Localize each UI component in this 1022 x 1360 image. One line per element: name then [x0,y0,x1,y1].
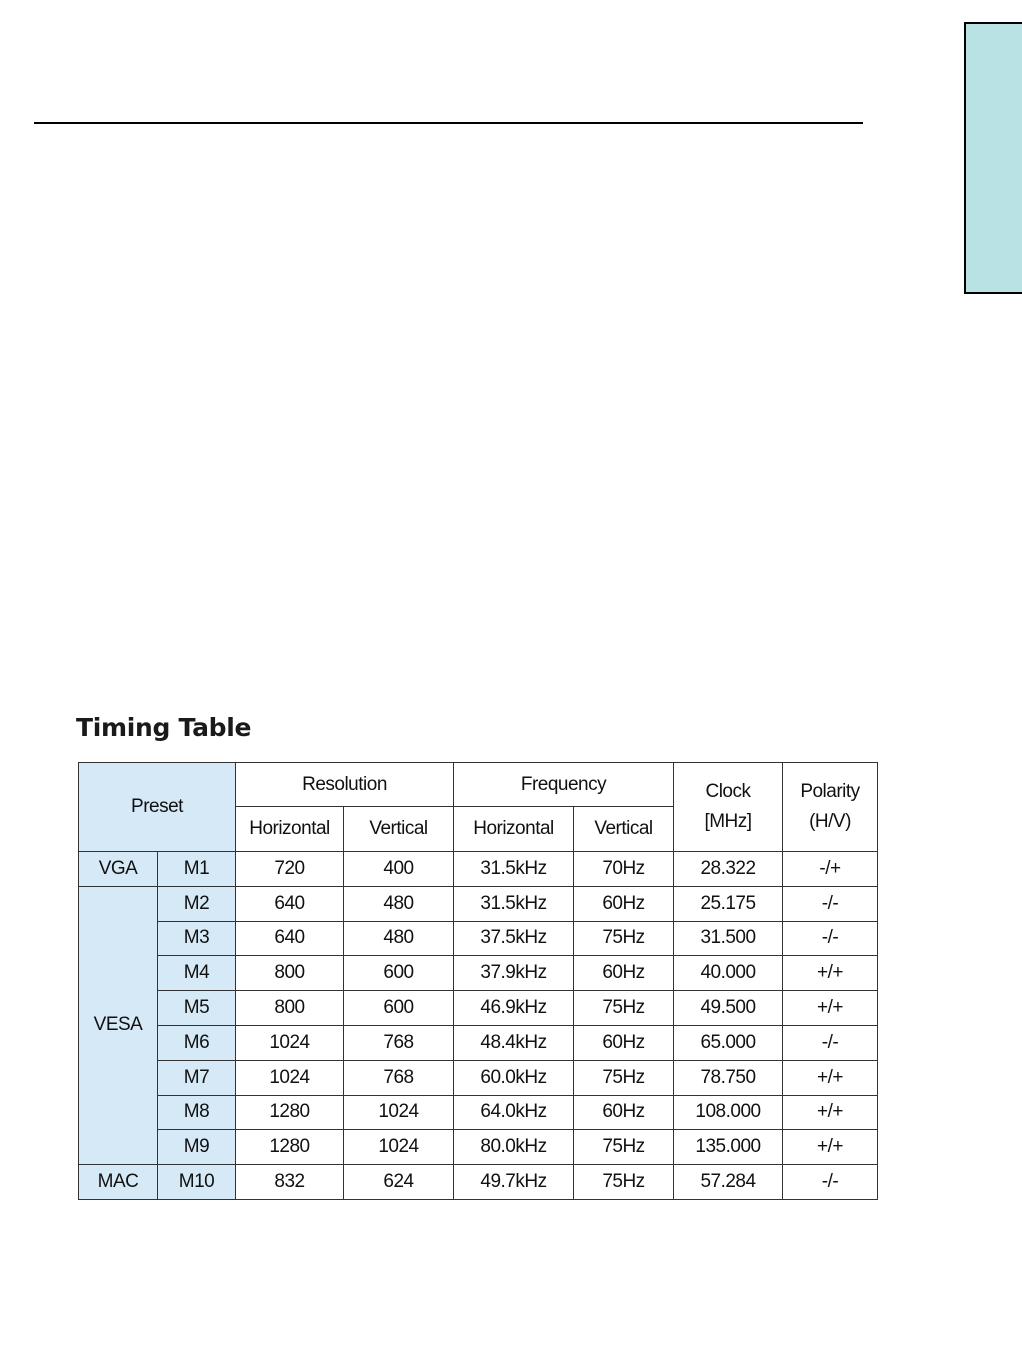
freq-v-cell: 75Hz [574,1165,674,1200]
table-row [79,921,878,956]
table-row [79,1025,878,1060]
res-h-cell: 1280 [236,1095,344,1130]
res-v-cell: 600 [344,991,454,1026]
freq-h-cell: 37.9kHz [454,956,574,991]
res-v-cell: 600 [344,956,454,991]
polarity-cell: -/- [783,1025,878,1060]
header-resolution: Resolution [236,763,454,807]
table-row [79,1130,878,1165]
freq-v-cell: 60Hz [574,886,674,921]
polarity-cell: +/+ [783,1060,878,1095]
mode-cell: M9 [158,1130,236,1165]
header-rule [34,122,863,124]
clock-cell: 78.750 [674,1060,783,1095]
mode-cell: M5 [158,991,236,1026]
mode-cell: M2 [158,886,236,921]
res-h-cell: 1024 [236,1025,344,1060]
header-preset: Preset [79,763,236,852]
mode-cell: M4 [158,956,236,991]
res-v-cell: 1024 [344,1095,454,1130]
header-clock-line1: Clock [705,781,751,802]
freq-v-cell: 70Hz [574,852,674,887]
mode-cell: M8 [158,1095,236,1130]
freq-h-cell: 37.5kHz [454,921,574,956]
freq-h-cell: 46.9kHz [454,991,574,1026]
freq-h-cell: 80.0kHz [454,1130,574,1165]
clock-cell: 49.500 [674,991,783,1026]
freq-v-cell: 60Hz [574,1025,674,1060]
polarity-cell: +/+ [783,991,878,1026]
freq-v-cell: 75Hz [574,1130,674,1165]
res-h-cell: 720 [236,852,344,887]
polarity-cell: -/- [783,1165,878,1200]
header-frequency: Frequency [454,763,674,807]
mode-cell: M6 [158,1025,236,1060]
header-clock [674,763,783,852]
res-v-cell: 624 [344,1165,454,1200]
freq-v-cell: 60Hz [574,956,674,991]
table-row [79,991,878,1026]
clock-cell: 135.000 [674,1130,783,1165]
mode-cell: M7 [158,1060,236,1095]
res-h-cell: 800 [236,991,344,1026]
res-h-cell: 832 [236,1165,344,1200]
freq-h-cell: 49.7kHz [454,1165,574,1200]
freq-v-cell: 60Hz [574,1095,674,1130]
res-h-cell: 800 [236,956,344,991]
clock-cell: 108.000 [674,1095,783,1130]
header-res-horizontal: Horizontal [236,807,344,852]
polarity-cell: -/- [783,921,878,956]
polarity-cell: +/+ [783,1130,878,1165]
freq-h-cell: 31.5kHz [454,886,574,921]
clock-cell: 25.175 [674,886,783,921]
clock-cell: 31.500 [674,921,783,956]
header-freq-vertical: Vertical [574,807,674,852]
table-row [79,956,878,991]
res-h-cell: 640 [236,921,344,956]
mode-cell: M1 [158,852,236,887]
freq-v-cell: 75Hz [574,991,674,1026]
group-mac: MAC [79,1165,158,1200]
freq-h-cell: 31.5kHz [454,852,574,887]
res-v-cell: 768 [344,1025,454,1060]
group-vga: VGA [79,852,158,887]
table-row [79,1165,878,1200]
freq-h-cell: 60.0kHz [454,1060,574,1095]
mode-cell: M3 [158,921,236,956]
group-vesa: VESA [79,886,158,1164]
table-row [79,852,878,887]
clock-cell: 65.000 [674,1025,783,1060]
freq-v-cell: 75Hz [574,1060,674,1095]
clock-cell: 57.284 [674,1165,783,1200]
section-title: Timing Table [76,713,252,742]
header-clock-line2: [MHz] [704,811,752,832]
clock-cell: 28.322 [674,852,783,887]
timing-table [78,762,878,1200]
freq-h-cell: 64.0kHz [454,1095,574,1130]
table-row [79,1060,878,1095]
res-v-cell: 480 [344,886,454,921]
mode-cell: M10 [158,1165,236,1200]
polarity-cell: +/+ [783,956,878,991]
header-polarity-line2: (H/V) [809,811,851,832]
freq-v-cell: 75Hz [574,921,674,956]
side-tab [964,22,1022,294]
res-v-cell: 768 [344,1060,454,1095]
freq-h-cell: 48.4kHz [454,1025,574,1060]
res-h-cell: 1280 [236,1130,344,1165]
res-v-cell: 480 [344,921,454,956]
header-freq-horizontal: Horizontal [454,807,574,852]
res-h-cell: 1024 [236,1060,344,1095]
table-row [79,886,878,921]
res-v-cell: 400 [344,852,454,887]
polarity-cell: -/+ [783,852,878,887]
clock-cell: 40.000 [674,956,783,991]
res-v-cell: 1024 [344,1130,454,1165]
header-polarity-line1: Polarity [800,781,860,802]
header-polarity [783,763,878,852]
header-res-vertical: Vertical [344,807,454,852]
res-h-cell: 640 [236,886,344,921]
polarity-cell: -/- [783,886,878,921]
table-row [79,1095,878,1130]
polarity-cell: +/+ [783,1095,878,1130]
